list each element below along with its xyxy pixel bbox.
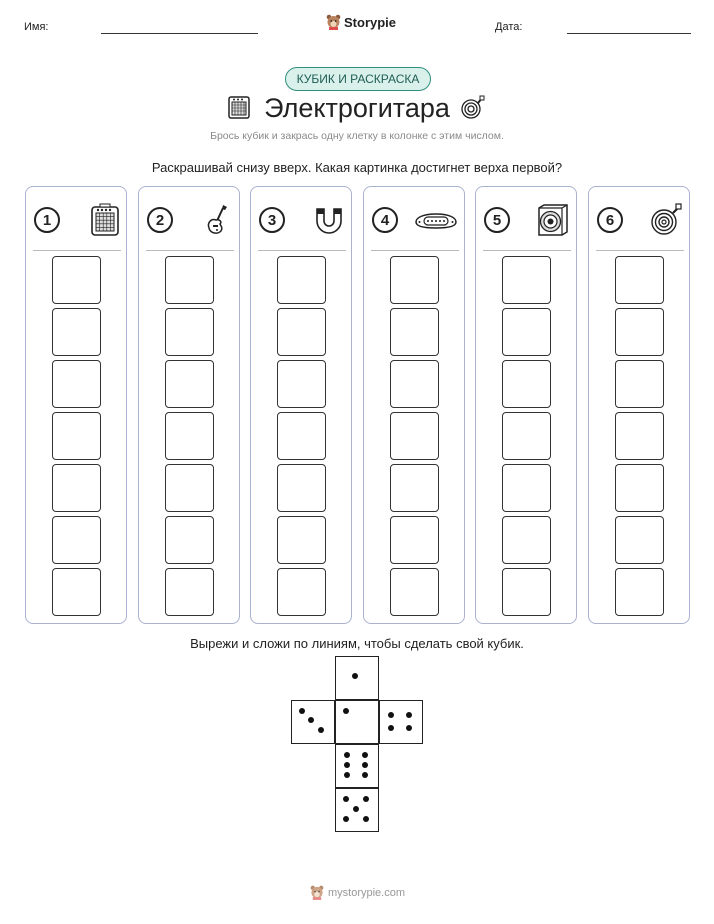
coloring-cell[interactable] <box>52 360 101 408</box>
coloring-cell[interactable] <box>502 256 551 304</box>
dice-pip <box>343 796 349 802</box>
electric-guitar-icon <box>203 203 233 237</box>
dice-face-5 <box>335 788 379 832</box>
coloring-cell[interactable] <box>390 464 439 512</box>
dice-pip <box>363 816 369 822</box>
coloring-cell[interactable] <box>165 464 214 512</box>
coloring-cell[interactable] <box>502 516 551 564</box>
brand-logo <box>326 14 396 30</box>
column-divider <box>371 250 459 251</box>
dice-face-4 <box>379 700 423 744</box>
amplifier-icon <box>90 203 120 237</box>
dice-pip <box>388 725 394 731</box>
dice-pip <box>363 796 369 802</box>
dice-pip <box>362 772 368 778</box>
coloring-cell[interactable] <box>502 464 551 512</box>
dice-column-5 <box>475 186 577 624</box>
coloring-cell[interactable] <box>502 308 551 356</box>
coloring-cell[interactable] <box>390 568 439 616</box>
dice-pip <box>299 708 305 714</box>
dice-pip <box>353 806 359 812</box>
dice-face-6 <box>335 744 379 788</box>
speaker-icon <box>536 203 570 237</box>
dice-face-1 <box>335 700 379 744</box>
coloring-cell[interactable] <box>165 256 214 304</box>
column-divider <box>146 250 234 251</box>
coloring-cell[interactable] <box>277 412 326 460</box>
coloring-cell[interactable] <box>390 412 439 460</box>
coloring-cell[interactable] <box>615 516 664 564</box>
footer <box>310 885 405 900</box>
coloring-cell[interactable] <box>165 568 214 616</box>
column-number: 4 <box>372 207 398 233</box>
dice-pip <box>343 708 349 714</box>
coloring-cell[interactable] <box>615 412 664 460</box>
dice-pip <box>344 772 350 778</box>
guitar-pickup-icon <box>414 208 458 232</box>
date-label: Дата: <box>495 21 523 33</box>
dice-pip <box>362 762 368 768</box>
magnet-icon <box>313 205 345 235</box>
date-line[interactable] <box>567 33 691 34</box>
dice-face-3 <box>291 700 335 744</box>
coloring-cell[interactable] <box>502 568 551 616</box>
dice-face-1 <box>335 656 379 700</box>
coloring-cell[interactable] <box>390 256 439 304</box>
brand-name: Storypie <box>344 14 397 30</box>
dice-pip <box>388 712 394 718</box>
coloring-cell[interactable] <box>615 360 664 408</box>
instruction: Раскрашивай снизу вверх. Какая картинка достигнет верха первой? <box>151 160 563 175</box>
coloring-cell[interactable] <box>277 516 326 564</box>
coloring-cell[interactable] <box>390 360 439 408</box>
dice-pip <box>318 727 324 733</box>
page-title: Электрогитара <box>264 93 450 123</box>
dice-column-6 <box>588 186 690 624</box>
column-number: 1 <box>34 207 60 233</box>
cable-icon <box>649 203 683 237</box>
dice-column-3 <box>250 186 352 624</box>
coloring-cell[interactable] <box>502 360 551 408</box>
dice-column-1 <box>25 186 127 624</box>
column-number: 2 <box>147 207 173 233</box>
coloring-cell[interactable] <box>52 256 101 304</box>
dice-pip <box>406 725 412 731</box>
coloring-cell[interactable] <box>615 568 664 616</box>
name-line[interactable] <box>101 33 258 34</box>
footer-url[interactable]: mystorypie.com <box>328 886 406 899</box>
subtitle: Брось кубик и закрась одну клетку в колонке с этим числом. <box>210 130 504 142</box>
column-divider <box>33 250 121 251</box>
column-divider <box>596 250 684 251</box>
column-divider <box>258 250 346 251</box>
dice-column-4 <box>363 186 465 624</box>
column-number: 5 <box>484 207 510 233</box>
coloring-cell[interactable] <box>52 412 101 460</box>
coloring-cell[interactable] <box>390 308 439 356</box>
column-number: 3 <box>259 207 285 233</box>
coloring-cell[interactable] <box>277 568 326 616</box>
column-number: 6 <box>597 207 623 233</box>
coloring-cell[interactable] <box>277 308 326 356</box>
coloring-cell[interactable] <box>277 360 326 408</box>
name-label: Имя: <box>24 21 49 33</box>
coloring-cell[interactable] <box>615 308 664 356</box>
dice-pip <box>362 752 368 758</box>
coloring-cell[interactable] <box>615 464 664 512</box>
column-divider <box>483 250 571 251</box>
coloring-cell[interactable] <box>390 516 439 564</box>
coloring-cell[interactable] <box>52 568 101 616</box>
bear-mascot-icon <box>310 885 324 900</box>
dice-pip <box>352 673 358 679</box>
coloring-cell[interactable] <box>52 308 101 356</box>
coloring-cell[interactable] <box>277 256 326 304</box>
coloring-cell[interactable] <box>615 256 664 304</box>
dice-column-2 <box>138 186 240 624</box>
coloring-cell[interactable] <box>277 464 326 512</box>
category-tag: КУБИК И РАСКРАСКА <box>285 67 431 91</box>
cable-icon <box>460 95 486 121</box>
dice-pip <box>343 816 349 822</box>
coloring-cell[interactable] <box>502 412 551 460</box>
bear-mascot-icon <box>326 14 341 30</box>
coloring-cell[interactable] <box>165 412 214 460</box>
cut-instruction: Вырежи и сложи по линиям, чтобы сделать свой кубик. <box>190 636 524 651</box>
dice-pip <box>308 717 314 723</box>
dice-pip <box>344 762 350 768</box>
dice-pip <box>344 752 350 758</box>
coloring-cell[interactable] <box>165 516 214 564</box>
coloring-cell[interactable] <box>165 308 214 356</box>
coloring-cell[interactable] <box>165 360 214 408</box>
coloring-cell[interactable] <box>52 516 101 564</box>
coloring-cell[interactable] <box>52 464 101 512</box>
dice-pip <box>406 712 412 718</box>
